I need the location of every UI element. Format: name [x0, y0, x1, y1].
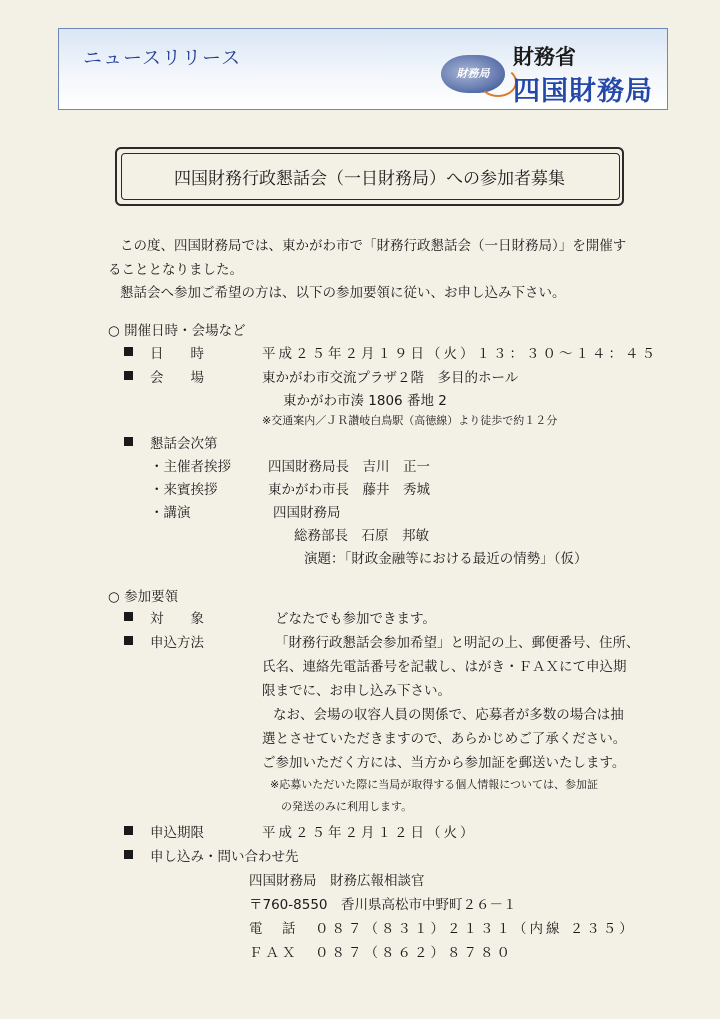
venue-access-note: ※交通案内／ＪＲ讃岐白鳥駅（高徳線）より徒歩で約１２分 — [262, 414, 558, 427]
privacy-note-line-1: ※応募いただいた際に当局が取得する個人情報については、参加証 — [270, 778, 598, 791]
agenda-item: ・来賓挨拶 — [150, 482, 218, 498]
method-line: 選とさせていただきますので、あらかじめご了承ください。 — [262, 731, 627, 747]
bullet-square-icon — [124, 347, 133, 356]
agenda-label: 懇話会次第 — [150, 436, 218, 452]
agenda-value: 東かがわ市長 藤井 秀城 — [268, 482, 430, 498]
contact-phone: 電 話 ０８７（８３１）２１３１（内線 ２３５） — [249, 921, 636, 937]
contact-fax: ＦＡＸ ０８７（８６２）８７８０ — [249, 945, 513, 961]
news-release-label: ニュースリリース — [83, 47, 242, 69]
venue-line-2: 東かがわ市湊 1806 番地 2 — [283, 393, 447, 409]
method-line: 氏名、連絡先電話番号を記載し、はがき・ＦＡＸにて申込期 — [262, 659, 627, 675]
method-line: ご参加いただく方には、当方から参加証を郵送いたします。 — [262, 755, 626, 771]
agenda-item: ・主催者挨拶 — [150, 459, 231, 475]
intro-line-3: 懇話会へ参加ご希望の方は、以下の参加要領に従い、お申し込み下さい。 — [120, 285, 566, 301]
contact-address: 〒760-8550 香川県高松市中野町２６－１ — [249, 897, 517, 913]
method-line: なお、会場の収容人員の関係で、応募者が多数の場合は抽 — [273, 707, 624, 723]
agenda-value: 四国財務局 — [273, 505, 341, 521]
page-title: 四国財務行政懇話会（一日財務局）への参加者募集 — [174, 169, 565, 189]
date-label: 日 時 — [150, 346, 204, 362]
header-banner — [58, 28, 668, 110]
finance-bureau-logo-icon: 財務局 — [441, 55, 505, 93]
date-value: 平成２５年２月１９日（火）１３：３０〜１４：４５ — [262, 346, 658, 362]
method-line: 「財務行政懇話会参加希望」と明記の上、郵便番号、住所、 — [275, 635, 640, 651]
intro-line-1: この度、四国財務局では、東かがわ市で「財務行政懇話会（一日財務局）」を開催す — [120, 238, 627, 254]
bullet-square-icon — [124, 437, 133, 446]
bullet-square-icon — [124, 826, 133, 835]
contact-department: 四国財務局 財務広報相談官 — [249, 873, 425, 889]
section-heading-participation: ○ 参加要領 — [108, 589, 179, 605]
section-heading-schedule: ○ 開催日時・会場など — [108, 323, 246, 339]
lecture-speaker: 総務部長 石原 邦敏 — [294, 528, 429, 544]
venue-label: 会 場 — [150, 370, 204, 386]
bullet-square-icon — [124, 850, 133, 859]
bureau-name: 四国財務局 — [513, 76, 653, 107]
bullet-square-icon — [124, 636, 133, 645]
privacy-note-line-2: の発送のみに利用します。 — [281, 800, 413, 813]
venue-line-1: 東かがわ市交流プラザ２階 多目的ホール — [262, 370, 519, 386]
method-line: 限までに、お申し込み下さい。 — [262, 683, 451, 699]
lecture-topic: 演題：「財政金融等における最近の情勢」（仮） — [304, 551, 588, 567]
bullet-square-icon — [124, 371, 133, 380]
logo-swoosh-icon — [479, 67, 517, 97]
target-value: どなたでも参加できます。 — [275, 611, 436, 627]
deadline-label: 申込期限 — [150, 825, 204, 841]
target-label: 対 象 — [150, 611, 204, 627]
deadline-value: 平成２５年２月１２日（火） — [262, 825, 477, 841]
agenda-value: 四国財務局長 吉川 正一 — [268, 459, 430, 475]
method-label: 申込方法 — [150, 635, 204, 651]
intro-line-2: ることとなりました。 — [108, 262, 243, 278]
bullet-square-icon — [124, 612, 133, 621]
ministry-name: 財務省 — [513, 45, 576, 69]
contact-label: 申し込み・問い合わせ先 — [150, 849, 299, 865]
agenda-item: ・講演 — [150, 505, 191, 521]
